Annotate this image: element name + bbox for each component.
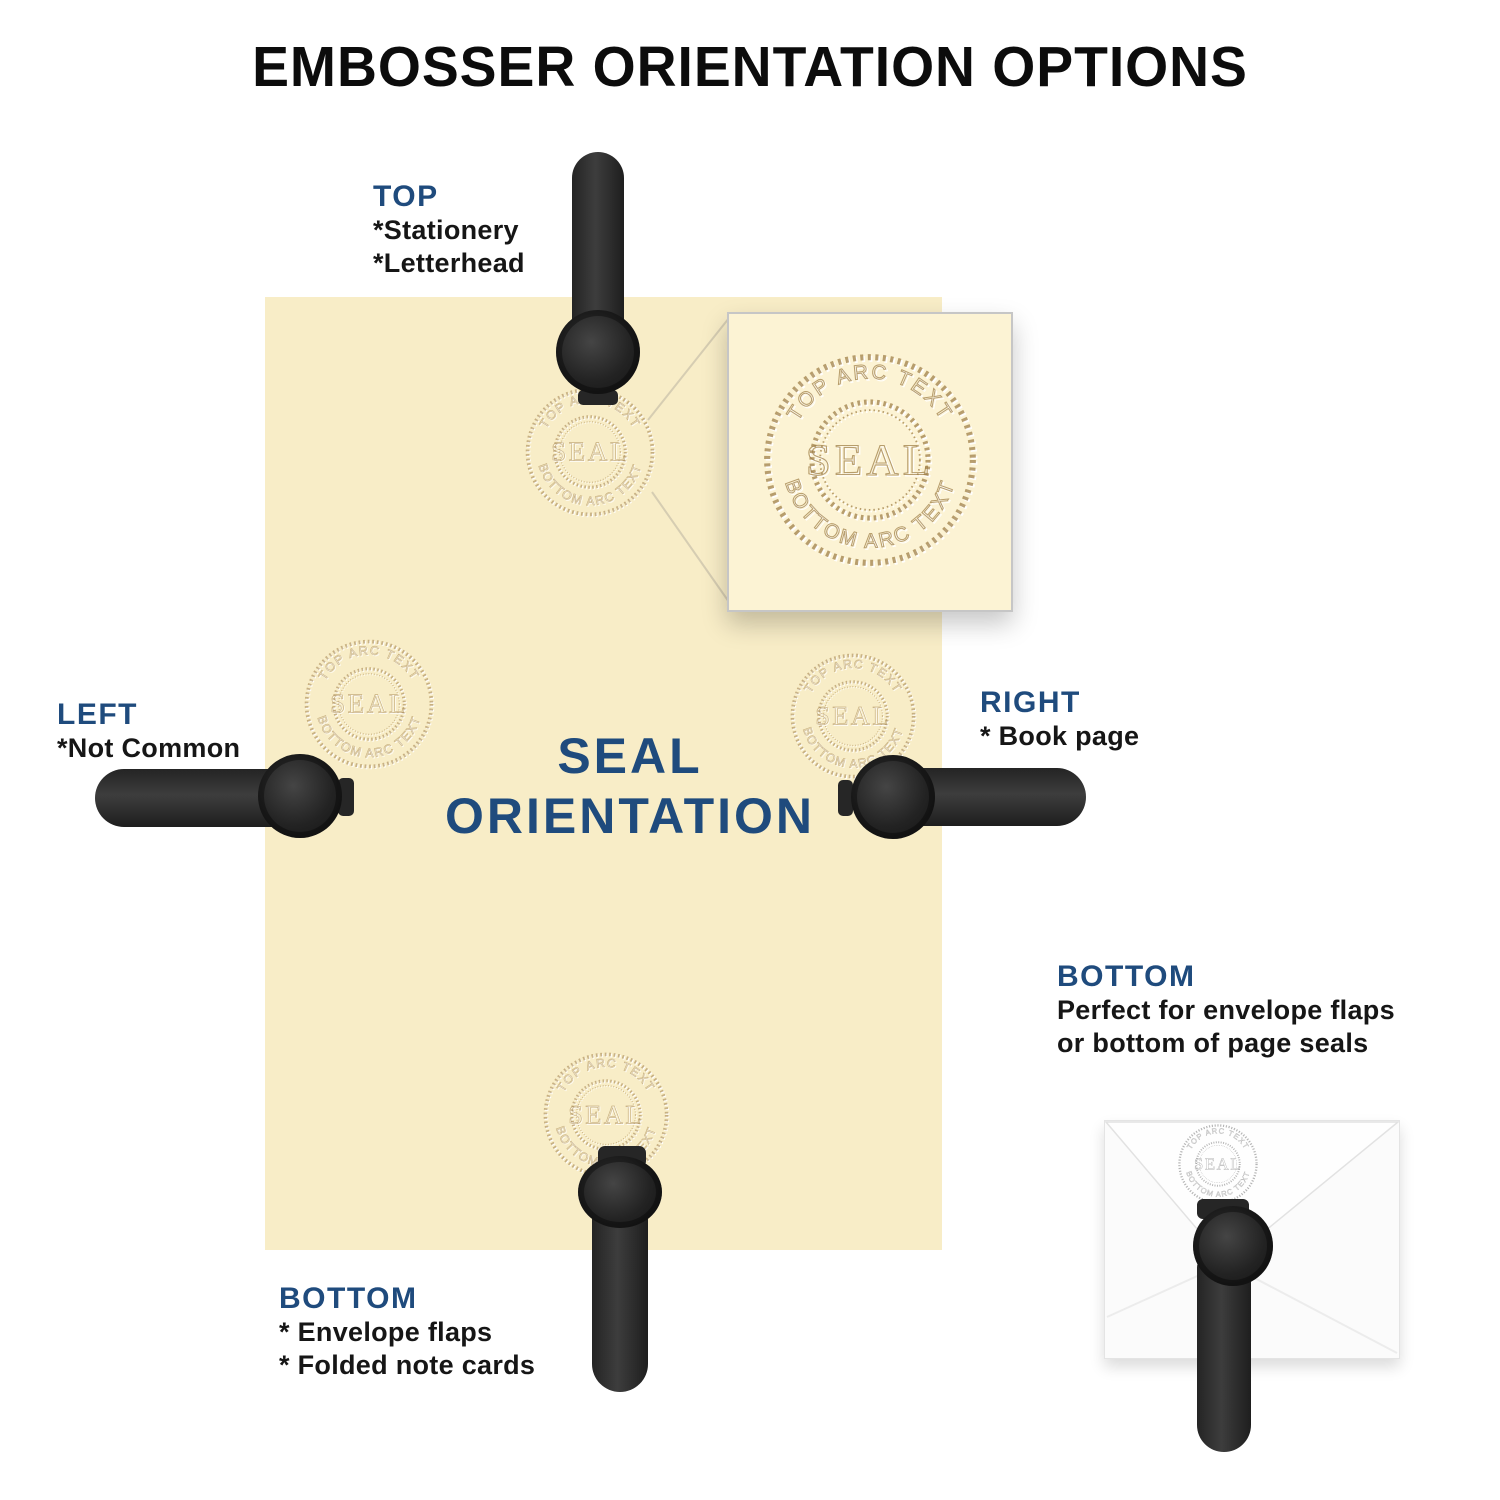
right-annotation-heading: RIGHT (980, 686, 1081, 719)
right-embosser (838, 755, 1088, 839)
page-title: EMBOSSER ORIENTATION OPTIONS (252, 35, 1248, 99)
bottom-embosser-base (578, 1156, 662, 1228)
top-annotation-item: *Letterhead (373, 248, 525, 278)
seal-zoom-inset (727, 312, 1013, 612)
top-annotation-heading: TOP (373, 180, 439, 213)
seal-orientation-line2: ORIENTATION (444, 788, 815, 844)
bottom-right-annotation (1057, 960, 1395, 1060)
bottom-right-annotation-line: or bottom of page seals (1057, 1028, 1369, 1058)
bottom-annotation-item: * Folded note cards (279, 1350, 536, 1380)
top-embosser (556, 152, 640, 412)
seal-impression-envelope (1176, 1122, 1260, 1206)
top-embosser-base (556, 310, 640, 394)
left-embosser (95, 754, 355, 838)
right-annotation-item: * Book page (980, 721, 1140, 751)
envelope-embosser (1197, 1199, 1277, 1459)
bottom-right-annotation-line: Perfect for envelope flaps (1057, 995, 1395, 1025)
top-annotation (373, 180, 525, 280)
envelope-embosser-handle (1197, 1256, 1251, 1452)
seal-orientation-line1: SEAL (557, 728, 703, 784)
left-annotation (57, 698, 240, 765)
seal-impression-graphic (1176, 1122, 1260, 1206)
left-annotation-item: *Not Common (57, 733, 241, 763)
right-annotation (980, 686, 1139, 753)
envelope-example (1104, 1120, 1400, 1359)
left-annotation-heading: LEFT (57, 698, 138, 731)
bottom-annotation-heading: BOTTOM (279, 1282, 418, 1315)
right-embosser-base (851, 755, 935, 839)
bottom-annotation-item: * Envelope flaps (279, 1317, 493, 1347)
bottom-embosser (578, 1146, 662, 1396)
seal-impression-graphic (758, 348, 982, 572)
envelope-embosser-base (1193, 1206, 1273, 1286)
left-embosser-base (258, 754, 342, 838)
bottom-annotation (279, 1282, 535, 1382)
top-annotation-item: *Stationery (373, 215, 519, 245)
seal-orientation-label (380, 726, 880, 846)
seal-impression-inset (758, 348, 982, 572)
bottom-right-annotation-heading: BOTTOM (1057, 960, 1196, 993)
